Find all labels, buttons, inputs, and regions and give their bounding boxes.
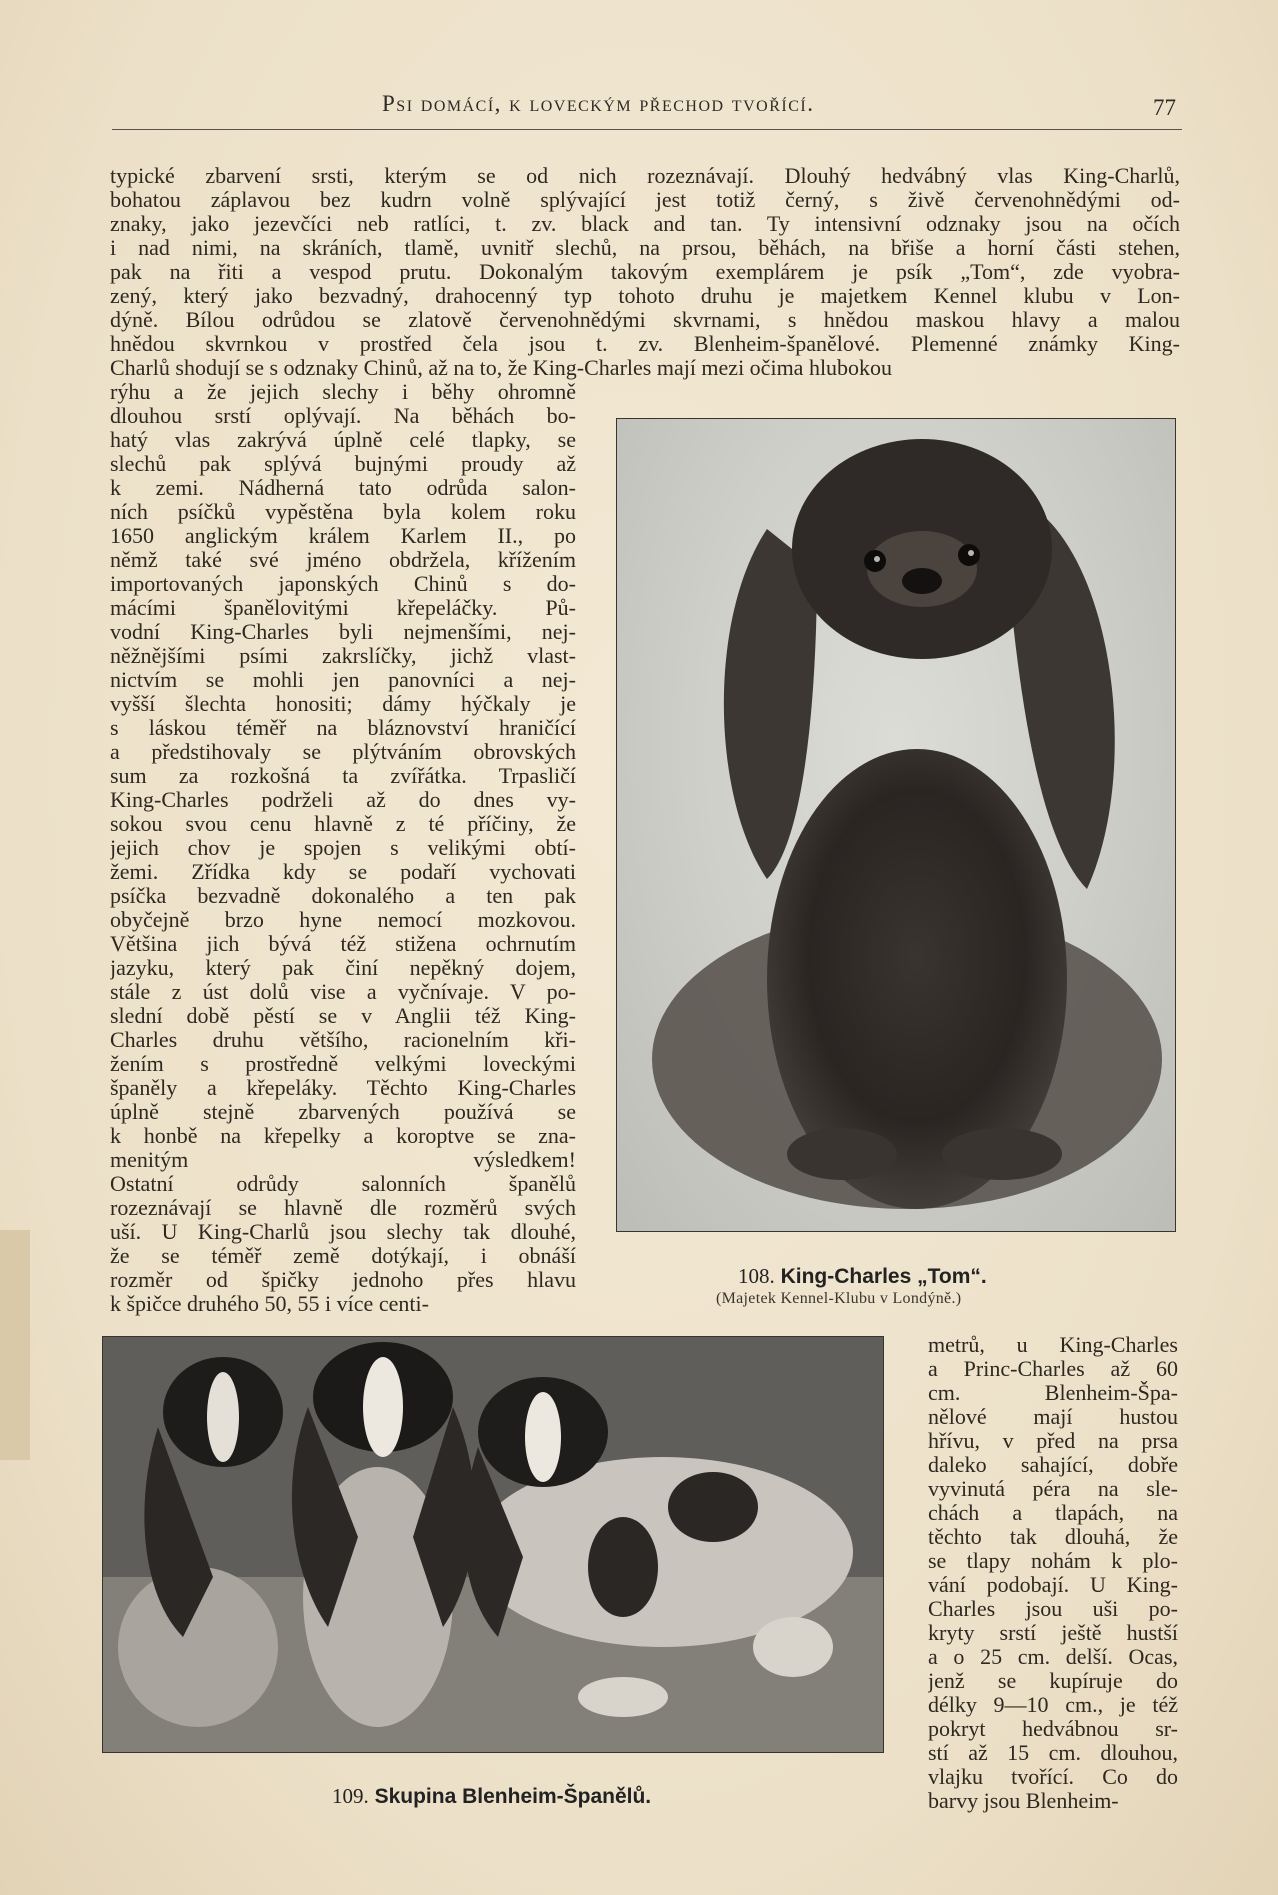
text-line: barvy jsou Blenheim- (928, 1789, 1119, 1813)
text-line: cm. Blenheim-Špa- (928, 1381, 1178, 1405)
text-line: Charles jsou uši po- (928, 1597, 1178, 1621)
text-line: k zemi. Nádherná tato odrůda salon- (110, 476, 576, 500)
text-line: a Princ-Charles až 60 (928, 1357, 1178, 1381)
figure-109-caption: 109. Skupina Blenheim-Španělů. (332, 1784, 652, 1808)
text-line: obyčejně brzo hyne nemocí mozkovou. (110, 908, 576, 932)
text-line: mácími španělovitými křepeláčky. Pů- (110, 596, 576, 620)
text-line: jejich chov je spojen s velikými obtí- (110, 836, 576, 860)
text-line: psíčka bezvadně dokonalého a ten pak (110, 884, 576, 908)
text-line: že se téměř země dotýkají, i obnáší (110, 1244, 576, 1268)
text-line: ních psíčků vypěstěna byla kolem roku (110, 500, 576, 524)
text-line: stále z úst dolů vise a vyčnívaje. V po- (110, 980, 576, 1004)
text-line: chách a tlapách, na (928, 1501, 1178, 1525)
text-line: délky 9—10 cm., je též (928, 1693, 1178, 1717)
text-line: vání podobají. U King- (928, 1573, 1178, 1597)
text-line: hnědou skvrnkou v prostřed čela jsou t. zv. Blenheim-španělové. Plemenné známky King- (110, 332, 1180, 356)
text-line: typické zbarvení srsti, kterým se od nich rozeznávají. Dlouhý hedvábný vlas King-Charlů, (110, 164, 1180, 188)
text-line: bohatou záplavou bez kudrn volně splývající jest totiž černý, s živě červenohnědými od- (110, 188, 1180, 212)
text-line: něžnějšími psími zakrslíčky, jichž vlast- (110, 644, 576, 668)
text-line: slechů pak splývá bujnými proudy až (110, 452, 576, 476)
text-line: k špičce druhého 50, 55 i více centi- (110, 1292, 429, 1316)
text-line: Většina jich bývá též stižena ochrnutím (110, 932, 576, 956)
text-line: znaky, jako jezevčíci neb ratlíci, t. zv. black and tan. Ty intensivní odznaky jsou na očích (110, 212, 1180, 236)
left-column-text (110, 380, 576, 1316)
text-line: hatý vlas zakrývá úplně celé tlapky, se (110, 428, 576, 452)
text-line: nělové mají hustou (928, 1405, 1178, 1429)
text-line: pokryt hedvábnou sr- (928, 1717, 1178, 1741)
text-line: kryty srstí ještě hustší (928, 1621, 1178, 1645)
text-line: těchto tak dlouhá, že (928, 1525, 1178, 1549)
text-line: jenž se kupíruje do (928, 1669, 1178, 1693)
text-line: vodní King-Charles byli nejmenšími, nej- (110, 620, 576, 644)
text-line: uší. U King-Charlů jsou slechy tak dlouhé, (110, 1220, 576, 1244)
dogs-group-illustration (103, 1337, 883, 1752)
text-line: daleko sahající, dobře (928, 1453, 1178, 1477)
text-line: k honbě na křepelky a koroptve se zna- (110, 1124, 576, 1148)
text-line: sum za rozkošná ta zvířátka. Trpasličí (110, 764, 576, 788)
text-line: menitým výsledkem! (110, 1148, 576, 1172)
right-column-text (928, 1333, 1178, 1813)
text-line: žemi. Zřídka kdy se podaří vychovati (110, 860, 576, 884)
photo-blenheim-spaniels-group (102, 1336, 884, 1753)
text-line: importovaných japonských Chinů s do- (110, 572, 576, 596)
text-line: sokou svou cenu hlavně z té příčiny, že (110, 812, 576, 836)
text-line: dlouhou srstí oplývají. Na běhách bo- (110, 404, 576, 428)
text-line: vyvinutá péra na sle- (928, 1477, 1178, 1501)
text-line: s láskou téměř na bláznovství hraničící (110, 716, 576, 740)
text-line: slední době pěstí se v Anglii též King- (110, 1004, 576, 1028)
full-width-paragraph (110, 164, 1180, 380)
text-line: vlajku tvořící. Co do (928, 1765, 1178, 1789)
text-line: dýně. Bílou odrůdou se zlatově červenohnědými skvrnami, s hnědou maskou hlavy a malou (110, 308, 1180, 332)
text-line: a o 25 cm. delší. Ocas, (928, 1645, 1178, 1669)
header-title: Psi domácí, k loveckým přechod tvořící. (382, 91, 815, 116)
text-line: i nad nimi, na skráních, tlamě, uvnitř slechů, na prsou, běhách, na břiše a horní části stehen, (110, 236, 1180, 260)
text-line: němž také své jméno obdržela, křížením (110, 548, 576, 572)
text-line: se tlapy nohám k plo- (928, 1549, 1178, 1573)
text-line: Ostatní odrůdy salonních španělů (110, 1172, 576, 1196)
text-line: nictvím se mohli jen panovníci a nej- (110, 668, 576, 692)
text-line: rýhu a že jejich slechy i běhy ohromně (110, 380, 576, 404)
figure-108-credit: (Majetek Kennel-Klubu v Londýně.) (716, 1290, 962, 1307)
text-line: vyšší šlechta honositi; dámy hýčkaly je (110, 692, 576, 716)
text-line: Charles druhu většího, racionelním kři- (110, 1028, 576, 1052)
text-line: rozměr od špičky jednoho přes hlavu (110, 1268, 576, 1292)
text-line: španěly a křepeláky. Těchto King-Charles (110, 1076, 576, 1100)
text-line: 1650 anglickým králem Karlem II., po (110, 524, 576, 548)
text-line: stí až 15 cm. dlouhou, (928, 1741, 1178, 1765)
dog-photo-illustration (617, 419, 1175, 1231)
text-line: a předstihovaly se plýtváním obrovských (110, 740, 576, 764)
text-line: rozeznávají se hlavně dle rozměrů svých (110, 1196, 576, 1220)
page-number: 77 (1153, 95, 1176, 120)
text-line: žením s prostředně velkými loveckými (110, 1052, 576, 1076)
photo-king-charles-tom (616, 418, 1176, 1232)
text-line: King-Charles podrželi až do dnes vy- (110, 788, 576, 812)
running-header (112, 85, 1182, 130)
text-line: úplně stejně zbarvených používá se (110, 1100, 576, 1124)
text-line: Charlů shodují se s odznaky Chinů, až na to, že King-Charles mají mezi očima hlubokou (110, 356, 893, 380)
text-line: hřívu, v před na prsa (928, 1429, 1178, 1453)
torn-paper-edge (0, 1230, 30, 1460)
text-line: metrů, u King-Charles (928, 1333, 1178, 1357)
text-line: jazyku, který pak činí nepěkný dojem, (110, 956, 576, 980)
text-line: pak na řiti a vespod prutu. Dokonalým takovým exemplárem je psík „Tom“, zde vyobra- (110, 260, 1180, 284)
text-line: zený, který jako bezvadný, drahocenný typ tohoto druhu je majetkem Kennel klubu v Lon- (110, 284, 1180, 308)
figure-108-caption: 108. King-Charles „Tom“. (738, 1264, 987, 1288)
